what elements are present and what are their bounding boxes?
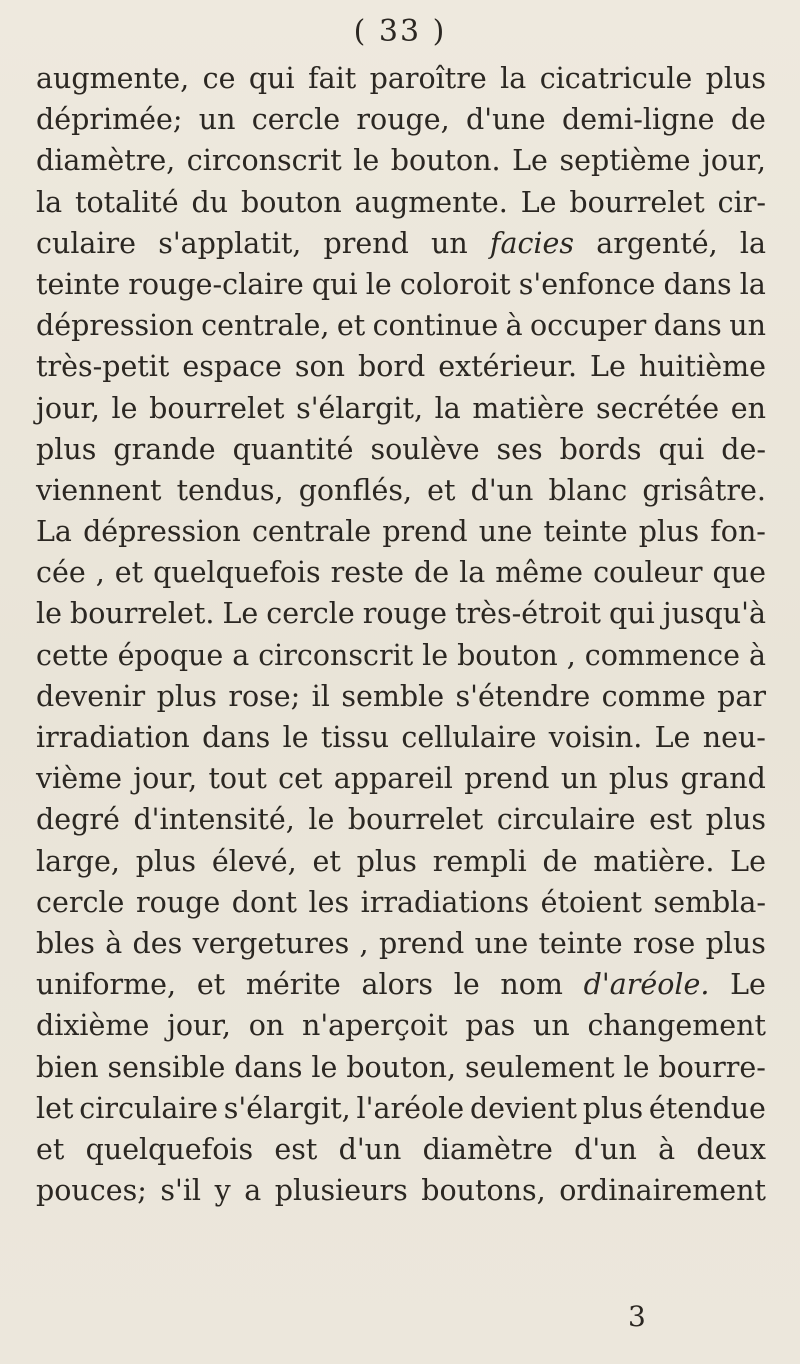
word: on: [248, 1009, 285, 1043]
word: ce: [202, 62, 236, 95]
word: étendue: [648, 1091, 766, 1125]
word: prend: [464, 762, 550, 796]
text-line: [36, 680, 766, 721]
word: quantité: [232, 432, 354, 466]
word: époque: [117, 638, 224, 672]
word: bles: [36, 926, 95, 960]
word: deux: [696, 1132, 766, 1166]
word: Le: [222, 597, 259, 631]
word: a: [244, 1174, 262, 1208]
word: est: [649, 803, 693, 837]
text-line: [36, 392, 766, 433]
word: cercle: [36, 885, 125, 919]
word: la: [739, 226, 766, 260]
word: rouge: [135, 885, 221, 919]
word: du: [191, 185, 229, 219]
word: rouge-claire: [128, 267, 304, 301]
word: n'aperçoit: [301, 1009, 448, 1043]
word: étoient: [540, 885, 642, 919]
text-line: [36, 803, 766, 844]
word: continue: [372, 309, 499, 343]
word: à: [658, 1132, 676, 1166]
word: prend: [382, 515, 468, 549]
text-line: [36, 762, 766, 803]
word: d'un: [338, 1132, 402, 1166]
word: diamètre,: [36, 144, 176, 178]
word: qui: [608, 597, 655, 631]
word: huitième: [638, 350, 766, 384]
word: rouge: [362, 597, 447, 631]
word: augmente,: [36, 62, 190, 95]
word: septième: [559, 144, 691, 178]
text-line: [36, 1133, 766, 1174]
word: son: [294, 350, 346, 384]
word: boutons,: [421, 1174, 546, 1208]
word: secrétée: [595, 391, 720, 425]
word: est: [274, 1132, 318, 1166]
word: y: [214, 1174, 231, 1208]
word: dans: [663, 267, 732, 301]
word: rouge,: [356, 103, 450, 137]
word: dont: [231, 885, 297, 919]
word: s'élargit,: [223, 1091, 351, 1125]
word: centrale,: [201, 309, 330, 343]
word: irradiations: [360, 885, 530, 919]
word: le: [282, 721, 309, 754]
text-line: [36, 556, 766, 597]
word: jusqu'à: [662, 597, 766, 631]
word: un: [431, 226, 468, 260]
word: neu-: [702, 721, 766, 754]
word: fon-: [710, 515, 766, 549]
word: a: [232, 638, 250, 672]
word: plus: [705, 803, 766, 837]
text-line: [36, 597, 766, 638]
word: un: [729, 309, 766, 343]
text-line: [36, 268, 766, 309]
word: pouces;: [36, 1174, 147, 1208]
word: culaire: [36, 226, 137, 260]
text-line: [36, 515, 766, 556]
word: bien: [36, 1050, 99, 1084]
word: de-: [721, 432, 766, 466]
text-line: [36, 144, 766, 185]
word: la: [459, 556, 486, 590]
word: cicatricule: [539, 62, 693, 95]
word: pas: [465, 1009, 516, 1043]
word: élevé,: [211, 844, 297, 878]
word: cée: [36, 556, 86, 590]
word: bouton: [241, 185, 342, 219]
word: nom: [500, 968, 563, 1002]
word: circulaire: [496, 803, 636, 837]
word: Le: [730, 968, 766, 1002]
word: gonflés,: [298, 473, 413, 507]
word: s'enfonce: [518, 267, 656, 301]
word: le: [623, 1050, 650, 1084]
word: jour,: [36, 391, 100, 425]
word: dans: [202, 721, 271, 754]
word: circonscrit: [258, 638, 414, 672]
word: sembla-: [653, 885, 766, 919]
word: tissu: [320, 721, 390, 754]
word: teinte: [36, 267, 121, 301]
word: ,: [566, 638, 576, 672]
word: cir-: [717, 185, 766, 219]
word: rose;: [228, 679, 301, 713]
word: d'aréole.: [583, 968, 710, 1002]
word: soulève: [370, 432, 480, 466]
word: bords: [559, 432, 642, 466]
text-line: [36, 1092, 766, 1133]
word: le: [422, 638, 449, 672]
word: de: [542, 844, 578, 878]
text-line: [36, 886, 766, 927]
word: la: [739, 267, 766, 301]
word: espace: [182, 350, 282, 384]
text-line: [36, 350, 766, 391]
word: rose: [632, 926, 696, 960]
word: le: [311, 1050, 338, 1084]
word: même: [495, 556, 584, 590]
word: cette: [36, 638, 109, 672]
word: teinte: [538, 926, 623, 960]
word: bourrelet: [149, 391, 285, 425]
word: et: [336, 309, 366, 343]
word: large,: [36, 844, 120, 878]
word: s'étendre: [455, 679, 591, 713]
body-text: [36, 62, 766, 1215]
word: grande: [113, 432, 216, 466]
word: un: [532, 1009, 570, 1043]
word: vième: [36, 762, 122, 796]
word: qui: [248, 62, 295, 95]
word: la: [434, 391, 461, 425]
word: jour,: [133, 762, 198, 796]
word: devient: [469, 1091, 577, 1125]
word: bouton,: [346, 1050, 457, 1084]
word: grand: [680, 762, 766, 796]
word: s'il: [160, 1174, 202, 1208]
word: la: [500, 62, 527, 95]
word: appareil: [333, 762, 453, 796]
word: une: [474, 926, 529, 960]
word: des: [132, 926, 183, 960]
word: d'une: [466, 103, 546, 137]
text-line: [36, 474, 766, 515]
word: centrale: [251, 515, 372, 549]
word: à: [505, 309, 523, 343]
text-line: [36, 639, 766, 680]
text-line: [36, 186, 766, 227]
word: bouton: [457, 638, 558, 672]
word: le: [453, 968, 480, 1002]
word: augmente.: [354, 185, 508, 219]
word: let: [36, 1091, 74, 1125]
word: totalité: [75, 185, 179, 219]
text-line: [36, 1051, 766, 1092]
word: plus: [36, 432, 97, 466]
word: plus: [705, 926, 766, 960]
text-line: [36, 1174, 766, 1215]
word: quelquefois: [85, 1132, 254, 1166]
word: prend: [323, 226, 409, 260]
word: alors: [361, 968, 434, 1002]
text-line: [36, 433, 766, 474]
word: cercle: [266, 597, 355, 631]
word: coloroit: [399, 267, 511, 301]
text-line: [36, 1009, 766, 1050]
word: cercle: [251, 103, 341, 137]
word: sensible: [107, 1050, 226, 1084]
word: Le: [730, 844, 766, 878]
word: plus: [608, 762, 670, 796]
word: et: [427, 473, 456, 507]
word: vergetures: [192, 926, 350, 960]
word: demi-ligne: [561, 103, 715, 137]
word: cet: [278, 762, 323, 796]
word: plusieurs: [274, 1174, 408, 1208]
word: prend: [378, 926, 465, 960]
word: l'aréole: [356, 1091, 465, 1125]
word: qui: [311, 267, 358, 301]
word: tout: [208, 762, 267, 796]
word: dépression: [36, 309, 194, 343]
word: diamètre: [422, 1132, 553, 1166]
word: reste: [330, 556, 405, 590]
word: le: [365, 267, 392, 301]
word: bourrelet: [347, 803, 484, 837]
word: déprimée;: [36, 103, 183, 137]
word: de: [730, 103, 766, 137]
word: paroître: [369, 62, 487, 95]
word: rempli: [432, 844, 527, 878]
word: blanc: [548, 473, 628, 507]
word: et: [312, 844, 341, 878]
word: d'un: [470, 473, 534, 507]
word: teinte: [543, 515, 628, 549]
word: que: [712, 556, 766, 590]
word: plus: [582, 1091, 644, 1125]
word: circulaire: [79, 1091, 218, 1125]
word: commence: [584, 638, 740, 672]
word: par: [717, 679, 766, 713]
word: jour,: [702, 144, 766, 178]
word: circonscrit: [186, 144, 342, 178]
word: dans: [234, 1050, 303, 1084]
word: couleur: [593, 556, 703, 590]
word: dépression: [83, 515, 241, 549]
word: qui: [658, 432, 705, 466]
word: dixième: [36, 1009, 150, 1043]
word: ,: [359, 926, 369, 960]
word: très-petit: [36, 350, 170, 384]
word: facies: [489, 226, 575, 260]
word: s'applatit,: [158, 226, 302, 260]
text-line: [36, 227, 766, 268]
word: plus: [705, 62, 766, 95]
word: le: [308, 803, 335, 837]
word: uniforme,: [36, 968, 177, 1002]
word: plus: [638, 515, 700, 549]
word: irradiation: [36, 721, 190, 754]
word: seulement: [465, 1050, 615, 1084]
word: d'intensité,: [133, 803, 295, 837]
word: le: [353, 144, 380, 178]
signature-mark: 3: [628, 1300, 646, 1333]
word: et: [36, 1132, 65, 1166]
word: Le: [520, 185, 557, 219]
word: plus: [135, 844, 197, 878]
word: ,: [95, 556, 105, 590]
word: La: [36, 515, 72, 549]
word: fait: [308, 62, 357, 95]
word: grisâtre.: [642, 473, 766, 507]
word: semble: [341, 679, 445, 713]
word: extérieur.: [438, 350, 578, 384]
word: cellulaire: [401, 721, 537, 754]
word: dans: [653, 309, 722, 343]
text-line: [36, 309, 766, 350]
page-number: ( 33 ): [353, 14, 447, 49]
word: mérite: [245, 968, 341, 1002]
word: tendus,: [176, 473, 284, 507]
word: matière: [472, 391, 585, 425]
word: un: [560, 762, 598, 796]
word: plus: [356, 844, 417, 878]
word: Le: [590, 350, 626, 384]
word: ses: [496, 432, 543, 466]
text-line: [36, 968, 766, 1009]
word: occuper: [530, 309, 647, 343]
word: une: [478, 515, 533, 549]
word: bouton.: [390, 144, 501, 178]
word: Le: [512, 144, 548, 178]
text-line: [36, 845, 766, 886]
word: la: [36, 185, 63, 219]
word: ordinairement: [559, 1174, 766, 1208]
word: d'un: [574, 1132, 637, 1166]
word: argenté,: [596, 226, 718, 260]
text-line: [36, 62, 766, 103]
word: à: [748, 638, 766, 672]
word: à: [105, 926, 123, 960]
word: viennent: [36, 473, 162, 507]
word: s'élargit,: [296, 391, 424, 425]
word: bourre-: [658, 1050, 766, 1084]
word: changement: [587, 1009, 766, 1043]
word: en: [730, 391, 766, 425]
word: bourrelet.: [70, 597, 215, 631]
word: le: [36, 597, 62, 631]
word: et: [196, 968, 226, 1002]
text-line: [36, 721, 766, 762]
word: les: [308, 885, 350, 919]
word: plus: [156, 679, 217, 713]
word: matière.: [593, 844, 715, 878]
text-line: [36, 103, 766, 144]
word: voisin.: [548, 721, 643, 754]
word: et: [114, 556, 144, 590]
word: jour,: [167, 1009, 231, 1043]
word: bord: [358, 350, 426, 384]
word: bourrelet: [569, 185, 705, 219]
word: il: [311, 679, 330, 713]
word: Le: [654, 721, 691, 754]
word: le: [111, 391, 138, 425]
word: comme: [601, 679, 706, 713]
word: un: [198, 103, 236, 137]
word: quelquefois: [153, 556, 321, 590]
word: degré: [36, 803, 120, 837]
text-line: [36, 927, 766, 968]
word: très-étroit: [455, 597, 601, 631]
word: devenir: [36, 679, 146, 713]
word: de: [414, 556, 450, 590]
